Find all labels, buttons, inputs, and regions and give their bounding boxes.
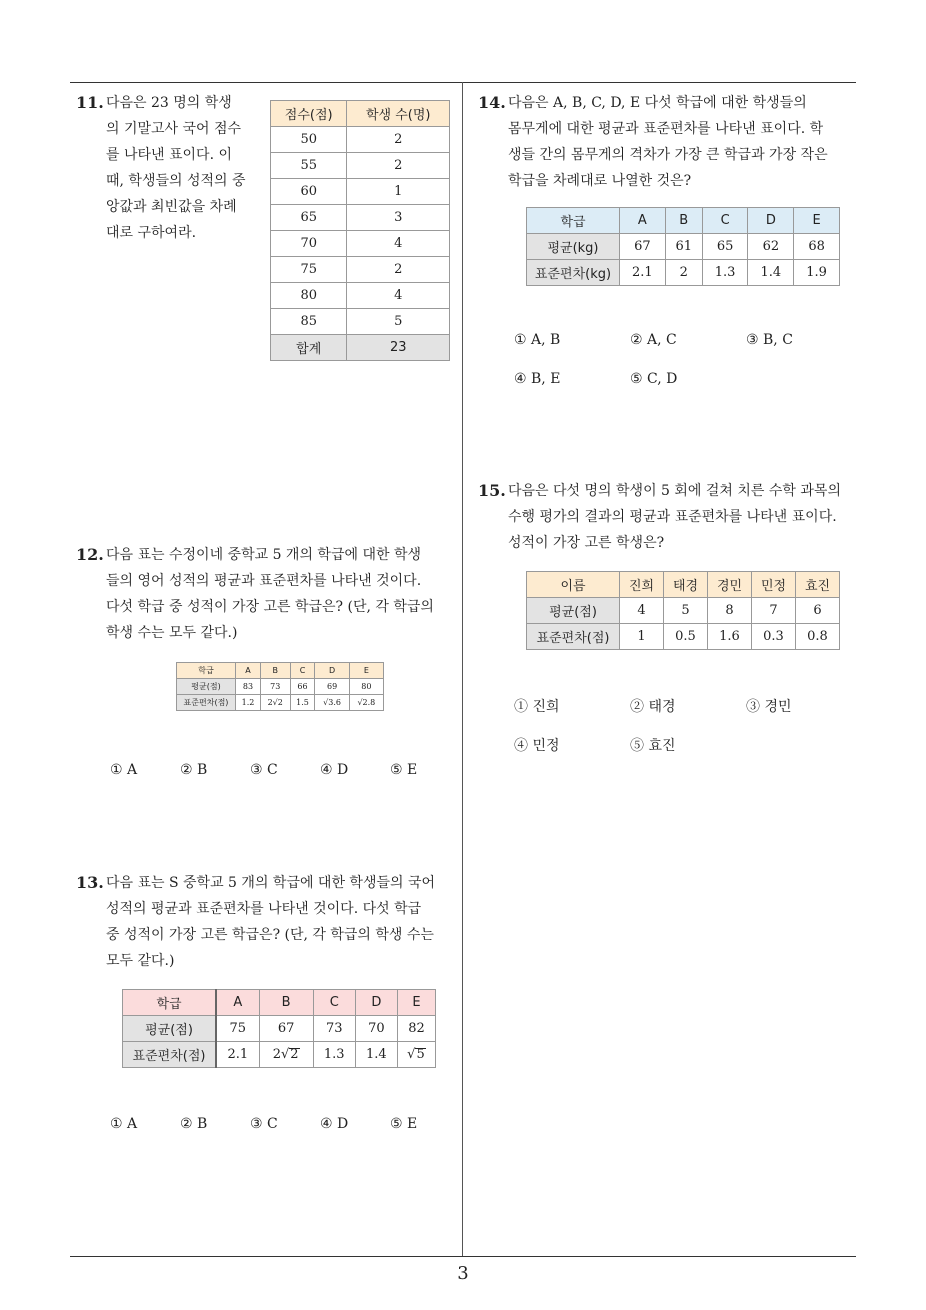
cell: 1.9 xyxy=(794,260,840,286)
header-cell: 진희 xyxy=(620,572,664,598)
cell: 62 xyxy=(748,234,794,260)
cell: 2 xyxy=(347,127,450,153)
text-line: 다음 표는 S 중학교 5 개의 학급에 대한 학생들의 국어 xyxy=(106,875,436,891)
text-line: 몸무게에 대한 평균과 표준편차를 나타낸 표이다. 학 xyxy=(508,121,824,137)
cell: 69 xyxy=(315,679,349,695)
text-line: 수행 평가의 결과의 평균과 표준편차를 나타낸 표이다. xyxy=(508,509,837,525)
cell: 0.5 xyxy=(664,624,708,650)
header-cell: D xyxy=(355,990,397,1016)
header-cell: E xyxy=(794,208,840,234)
choice-1[interactable]: ① A xyxy=(110,1116,138,1132)
header-cell: B xyxy=(665,208,702,234)
header-cell: 이름 xyxy=(527,572,620,598)
question-12 xyxy=(76,542,460,646)
header-cell: B xyxy=(259,990,313,1016)
cell: 75 xyxy=(271,257,347,283)
choice-2[interactable]: ② 태경 xyxy=(630,699,676,715)
cell: 60 xyxy=(271,179,347,205)
cell: 1.2 xyxy=(236,695,261,711)
cell: 2 xyxy=(347,257,450,283)
cell: 7 xyxy=(752,598,796,624)
header-cell: C xyxy=(313,990,355,1016)
header-cell: 점수(점) xyxy=(271,101,347,127)
choice-1[interactable]: ① A xyxy=(110,762,138,778)
question-number: 11. xyxy=(76,93,104,112)
choice-2[interactable]: ② B xyxy=(180,1116,208,1132)
text-line: 모두 같다.) xyxy=(106,953,175,969)
choice-3[interactable]: ③ 경민 xyxy=(746,699,792,715)
cell: 4 xyxy=(347,283,450,309)
question-number: 14. xyxy=(478,93,506,112)
cell: 1 xyxy=(347,179,450,205)
header-cell: 민정 xyxy=(752,572,796,598)
text-line: 때, 학생들의 성적의 중 xyxy=(106,173,246,189)
cell: 80 xyxy=(349,679,383,695)
text-line: 를 나타낸 표이다. 이 xyxy=(106,147,232,163)
question-number: 15. xyxy=(478,481,506,500)
score-frequency-table xyxy=(270,100,450,361)
row-label: 표준편차(점) xyxy=(123,1042,217,1068)
choice-5[interactable]: ⑤ C, D xyxy=(630,371,678,387)
cell: 61 xyxy=(665,234,702,260)
cell: 1.3 xyxy=(313,1042,355,1068)
korean-score-table xyxy=(122,989,436,1068)
question-text xyxy=(106,90,266,246)
header-cell: D xyxy=(315,663,349,679)
row-label: 평균(점) xyxy=(527,598,620,624)
text-line: 다음은 다섯 명의 학생이 5 회에 걸쳐 치른 수학 과목의 xyxy=(508,483,841,499)
cell: 1.5 xyxy=(290,695,315,711)
header-cell: 학생 수(명) xyxy=(347,101,450,127)
choice-5[interactable]: ⑤ E xyxy=(390,762,418,778)
header-cell: 학급 xyxy=(527,208,620,234)
cell: 8 xyxy=(708,598,752,624)
cell: 80 xyxy=(271,283,347,309)
english-score-table xyxy=(176,662,384,711)
sqrt-value: 5 xyxy=(416,1047,425,1062)
cell: 83 xyxy=(236,679,261,695)
cell: 75 xyxy=(216,1016,259,1042)
sqrt-value: 2.8 xyxy=(362,698,376,707)
cell: 1.4 xyxy=(355,1042,397,1068)
question-11 xyxy=(76,90,266,246)
sqrt-value: 3.6 xyxy=(328,698,342,707)
cell: 65 xyxy=(702,234,748,260)
text-line: 다음은 A, B, C, D, E 다섯 학급에 대한 학생들의 xyxy=(508,95,807,111)
row-label: 표준편차(점) xyxy=(177,695,236,711)
cell: 1 xyxy=(620,624,664,650)
cell: 2 xyxy=(665,260,702,286)
question-number: 12. xyxy=(76,545,104,564)
row-label: 평균(점) xyxy=(123,1016,217,1042)
choice-5[interactable]: ⑤ E xyxy=(390,1116,418,1132)
cell: 66 xyxy=(290,679,315,695)
header-cell: C xyxy=(290,663,315,679)
sqrt-value: 2 xyxy=(277,698,283,707)
text-line: 다음 표는 수정이네 중학교 5 개의 학급에 대한 학생 xyxy=(106,547,421,563)
cell: 82 xyxy=(397,1016,435,1042)
cell: 1.4 xyxy=(748,260,794,286)
cell: 67 xyxy=(620,234,666,260)
cell: 2√2 xyxy=(260,695,290,711)
cell: 2.1 xyxy=(216,1042,259,1068)
text-line: 다음은 23 명의 학생 xyxy=(106,95,232,111)
choice-5[interactable]: ⑤ 효진 xyxy=(630,738,676,754)
question-number: 13. xyxy=(76,873,104,892)
row-label: 평균(kg) xyxy=(527,234,620,260)
choice-3[interactable]: ③ C xyxy=(250,762,278,778)
choice-1[interactable]: ① 진희 xyxy=(514,699,560,715)
cell: √2.8 xyxy=(349,695,383,711)
question-15 xyxy=(478,478,862,556)
cell: 55 xyxy=(271,153,347,179)
header-cell: 학급 xyxy=(177,663,236,679)
cell: 0.8 xyxy=(796,624,840,650)
cell: 4 xyxy=(347,231,450,257)
cell: 4 xyxy=(620,598,664,624)
text-line: 학생 수는 모두 같다.) xyxy=(106,625,238,641)
header-cell: A xyxy=(216,990,259,1016)
total-value: 23 xyxy=(347,335,450,361)
cell: 2 xyxy=(347,153,450,179)
text-line: 중 성적이 가장 고른 학급은? (단, 각 학급의 학생 수는 xyxy=(106,927,434,943)
text-line: 성적의 평균과 표준편차를 나타낸 것이다. 다섯 학급 xyxy=(106,901,422,917)
sqrt-value: 2 xyxy=(290,1047,299,1062)
cell: 2√2 xyxy=(259,1042,313,1068)
text-line: 생들 간의 몸무게의 격차가 가장 큰 학급과 가장 작은 xyxy=(508,147,828,163)
text-line: 학급을 차례대로 나열한 것은? xyxy=(508,173,692,189)
header-cell: B xyxy=(260,663,290,679)
header-cell: E xyxy=(349,663,383,679)
header-cell: C xyxy=(702,208,748,234)
question-text xyxy=(508,478,862,556)
cell: 2.1 xyxy=(620,260,666,286)
header-cell: D xyxy=(748,208,794,234)
choice-1[interactable]: ① A, B xyxy=(514,332,561,348)
cell: 1.6 xyxy=(708,624,752,650)
cell: 50 xyxy=(271,127,347,153)
choice-4[interactable]: ④ D xyxy=(320,762,349,778)
header-cell: 경민 xyxy=(708,572,752,598)
cell: √5 xyxy=(397,1042,435,1068)
cell: 3 xyxy=(347,205,450,231)
cell: 73 xyxy=(313,1016,355,1042)
cell: 85 xyxy=(271,309,347,335)
choice-2[interactable]: ② A, C xyxy=(630,332,677,348)
text-line: 의 기말고사 국어 점수 xyxy=(106,121,242,137)
choice-2[interactable]: ② B xyxy=(180,762,208,778)
page-number: 3 xyxy=(457,1263,469,1284)
question-text xyxy=(508,90,862,194)
total-label: 합계 xyxy=(271,335,347,361)
header-cell: 태경 xyxy=(664,572,708,598)
header-cell: 학급 xyxy=(123,990,217,1016)
top-rule xyxy=(70,82,856,83)
header-cell: E xyxy=(397,990,435,1016)
choice-4[interactable]: ④ 민정 xyxy=(514,738,560,754)
row-label: 표준편차(kg) xyxy=(527,260,620,286)
text-line: 다섯 학급 중 성적이 가장 고른 학급은? (단, 각 학급의 xyxy=(106,599,434,615)
cell: 70 xyxy=(271,231,347,257)
cell: √3.6 xyxy=(315,695,349,711)
cell: 67 xyxy=(259,1016,313,1042)
question-14 xyxy=(478,90,862,194)
header-cell: 효진 xyxy=(796,572,840,598)
cell: 70 xyxy=(355,1016,397,1042)
row-label: 평균(점) xyxy=(177,679,236,695)
cell: 68 xyxy=(794,234,840,260)
header-cell: A xyxy=(620,208,666,234)
weight-table xyxy=(526,207,840,286)
bottom-rule xyxy=(70,1256,856,1257)
math-performance-table xyxy=(526,571,840,650)
cell: 6 xyxy=(796,598,840,624)
cell: 5 xyxy=(664,598,708,624)
choice-4[interactable]: ④ B, E xyxy=(514,371,561,387)
cell: 73 xyxy=(260,679,290,695)
text-line: 앙값과 최빈값을 차례 xyxy=(106,199,237,215)
column-divider xyxy=(462,82,463,1256)
question-text xyxy=(106,542,460,646)
choice-3[interactable]: ③ B, C xyxy=(746,332,793,348)
row-label: 표준편차(점) xyxy=(527,624,620,650)
question-13 xyxy=(76,870,460,974)
cell: 1.3 xyxy=(702,260,748,286)
text-line: 성적이 가장 고른 학생은? xyxy=(508,535,665,551)
header-cell: A xyxy=(236,663,261,679)
cell: 0.3 xyxy=(752,624,796,650)
choice-4[interactable]: ④ D xyxy=(320,1116,349,1132)
choice-3[interactable]: ③ C xyxy=(250,1116,278,1132)
question-text xyxy=(106,870,460,974)
cell: 5 xyxy=(347,309,450,335)
text-line: 대로 구하여라. xyxy=(106,225,197,241)
text-line: 들의 영어 성적의 평균과 표준편차를 나타낸 것이다. xyxy=(106,573,422,589)
cell: 65 xyxy=(271,205,347,231)
